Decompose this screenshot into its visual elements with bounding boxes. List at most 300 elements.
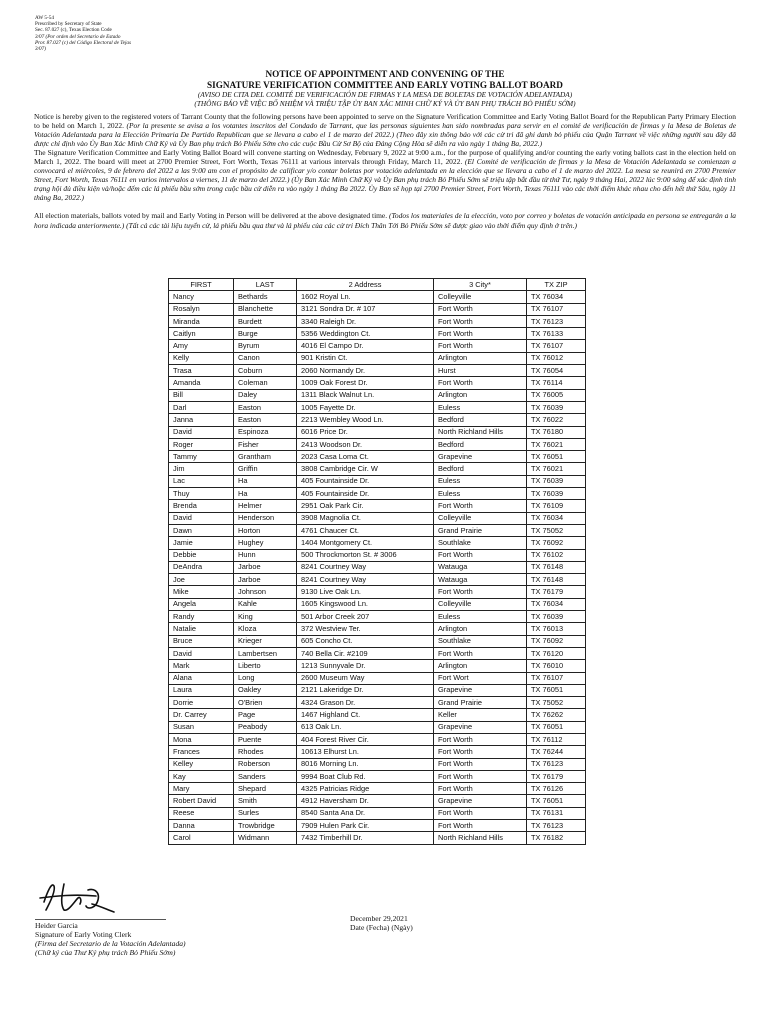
last-name-cell: Ha <box>234 488 297 500</box>
city-cell: Colleyville <box>434 512 527 524</box>
clerk-title: Signature of Early Voting Clerk <box>35 930 132 940</box>
city-cell: Grapevine <box>434 684 527 696</box>
zip-cell: TX 76107 <box>527 303 586 315</box>
title-vietnamese: (THÔNG BÁO VỀ VIỆC BỔ NHIỆM VÀ TRIỆU TẬP ỦY BAN XÁC MINH CHỮ KÝ VÀ ỦY BAN PHỤ TRÁCH BỎ PHIẾU SỚM) <box>194 99 576 109</box>
header-zip: TX ZIP <box>527 279 586 291</box>
city-cell: Fort Wort <box>434 672 527 684</box>
zip-cell: TX 76012 <box>527 352 586 364</box>
address-cell: 4912 Haversham Dr. <box>297 795 434 807</box>
city-cell: Fort Worth <box>434 758 527 770</box>
city-cell: Southlake <box>434 537 527 549</box>
form-code-ref: Sec. 87.027 (c), Texas Election Code <box>35 27 112 34</box>
appointees-table <box>168 278 586 845</box>
table-row <box>169 549 586 561</box>
first-name-cell: Brenda <box>169 500 234 512</box>
table-row <box>169 733 586 745</box>
zip-cell: TX 76114 <box>527 377 586 389</box>
table-row <box>169 611 586 623</box>
table-row <box>169 328 586 340</box>
city-cell: Colleyville <box>434 598 527 610</box>
table-row <box>169 746 586 758</box>
last-name-cell: Kahle <box>234 598 297 610</box>
zip-cell: TX 76148 <box>527 561 586 573</box>
city-cell: Grand Prairie <box>434 697 527 709</box>
last-name-cell: Coburn <box>234 365 297 377</box>
first-name-cell: Caitlyn <box>169 328 234 340</box>
first-name-cell: Laura <box>169 684 234 696</box>
address-cell: 1213 Sunnyvale Dr. <box>297 660 434 672</box>
city-cell: Grapevine <box>434 795 527 807</box>
last-name-cell: Peabody <box>234 721 297 733</box>
table-body <box>169 291 586 844</box>
address-cell: 4325 Patricias Ridge <box>297 783 434 795</box>
address-cell: 9130 Live Oak Ln. <box>297 586 434 598</box>
zip-cell: TX 76039 <box>527 401 586 413</box>
last-name-cell: Surles <box>234 807 297 819</box>
address-cell: 8241 Courtney Way <box>297 561 434 573</box>
zip-cell: TX 76051 <box>527 795 586 807</box>
city-cell: Watauga <box>434 561 527 573</box>
table-row <box>169 524 586 536</box>
last-name-cell: Burdett <box>234 315 297 327</box>
paragraph-appointment-english: Notice is hereby given to the registered voters of Tarrant County that the following persons have been appointed to serve on the Signature Verification Committee and Early Voting Ballot Board for the Republican Party Primary Election to be held on March 1, 2022. <box>34 112 736 131</box>
form-date-es: 3/07) <box>35 46 46 53</box>
address-cell: 5356 Weddington Ct. <box>297 328 434 340</box>
last-name-cell: Smith <box>234 795 297 807</box>
paragraph-convening-english: The Signature Verification Committee and Early Voting Ballot Board will convene starting on Wednesday, February 9, 2022 at 9:00 a.m., for the purpose of qualifying and/or counting the early voting ballots cast in the election held on March 1, 2022. The board will meet at 2700 Premier Street, Fort Worth, Texas 76111 at various intervals through Friday, March 11, 2022. <box>34 148 736 167</box>
zip-cell: TX 76123 <box>527 758 586 770</box>
table-row <box>169 795 586 807</box>
city-cell: Fort Worth <box>434 586 527 598</box>
signature-date: December 29,2021 <box>350 914 408 923</box>
city-cell: Bedford <box>434 463 527 475</box>
notice-body <box>34 112 736 230</box>
last-name-cell: Henderson <box>234 512 297 524</box>
first-name-cell: Frances <box>169 746 234 758</box>
table-row <box>169 684 586 696</box>
header-address: 2 Address <box>297 279 434 291</box>
zip-cell: TX 76092 <box>527 537 586 549</box>
last-name-cell: Lambertsen <box>234 647 297 659</box>
last-name-cell: Widmann <box>234 832 297 844</box>
zip-cell: TX 76010 <box>527 660 586 672</box>
first-name-cell: Randy <box>169 611 234 623</box>
zip-cell: TX 75052 <box>527 524 586 536</box>
signature-line <box>35 919 166 920</box>
zip-cell: TX 76039 <box>527 475 586 487</box>
city-cell: Fort Worth <box>434 315 527 327</box>
table-row <box>169 807 586 819</box>
city-cell: Colleyville <box>434 291 527 303</box>
table-row <box>169 438 586 450</box>
zip-cell: TX 76102 <box>527 549 586 561</box>
header-last: LAST <box>234 279 297 291</box>
first-name-cell: Natalie <box>169 623 234 635</box>
city-cell: Bedford <box>434 414 527 426</box>
city-cell: Arlington <box>434 660 527 672</box>
city-cell: Hurst <box>434 365 527 377</box>
address-cell: 1311 Black Walnut Ln. <box>297 389 434 401</box>
clerk-title-spanish: (Firma del Secretario de la Votación Adelantada) <box>35 939 186 949</box>
address-cell: 740 Bella Cir. #2109 <box>297 647 434 659</box>
table-row <box>169 561 586 573</box>
first-name-cell: Reese <box>169 807 234 819</box>
city-cell: Euless <box>434 488 527 500</box>
header-city: 3 City* <box>434 279 527 291</box>
city-cell: Fort Worth <box>434 340 527 352</box>
first-name-cell: Debbie <box>169 549 234 561</box>
city-cell: Fort Worth <box>434 549 527 561</box>
last-name-cell: Trowbridge <box>234 820 297 832</box>
zip-cell: TX 76131 <box>527 807 586 819</box>
table-row <box>169 377 586 389</box>
table-row <box>169 291 586 303</box>
address-cell: 7909 Hulen Park Cir. <box>297 820 434 832</box>
title-line-2: SIGNATURE VERIFICATION COMMITTEE AND EARLY VOTING BALLOT BOARD <box>207 79 563 90</box>
address-cell: 372 Westview Ter. <box>297 623 434 635</box>
table-row <box>169 721 586 733</box>
notice-title-block <box>0 69 770 109</box>
address-cell: 8241 Courtney Way <box>297 574 434 586</box>
address-cell: 10613 Elhurst Ln. <box>297 746 434 758</box>
first-name-cell: Trasa <box>169 365 234 377</box>
first-name-cell: Dorrie <box>169 697 234 709</box>
first-name-cell: Amy <box>169 340 234 352</box>
address-cell: 3808 Cambridge Cir. W <box>297 463 434 475</box>
city-cell: Fort Worth <box>434 647 527 659</box>
last-name-cell: Kloza <box>234 623 297 635</box>
first-name-cell: Mike <box>169 586 234 598</box>
address-cell: 2951 Oak Park Cir. <box>297 500 434 512</box>
city-cell: Euless <box>434 475 527 487</box>
clerk-name: Heider Garcia <box>35 921 78 930</box>
form-prescriber: Prescribed by Secretary of State <box>35 21 102 28</box>
address-cell: 3908 Magnolia Ct. <box>297 512 434 524</box>
last-name-cell: Oakley <box>234 684 297 696</box>
zip-cell: TX 76092 <box>527 635 586 647</box>
first-name-cell: Kelley <box>169 758 234 770</box>
date-block <box>350 914 413 932</box>
address-cell: 9994 Boat Club Rd. <box>297 770 434 782</box>
table-row <box>169 475 586 487</box>
paragraph-materials-english: All election materials, ballots voted by mail and Early Voting in Person will be delivered at the above designated time. <box>34 211 388 221</box>
first-name-cell: Rosalyn <box>169 303 234 315</box>
zip-cell: TX 76013 <box>527 623 586 635</box>
table-row <box>169 660 586 672</box>
paragraph-appointment-translation: (Por la presente se avisa a los votantes inscritos del Condado de Tarrant, que las personas siguientes han sido nombradas para servir en el comité de verificación de firmas y la Mesa de Boletas de Votación Adelantada para la Elección Primaria De Partido Republican que se llevara a cabo el 1 de marzo del 2022.) (Theo đây xin thông báo với các cử tri đã ghi danh bỏ phiếu của Quận Tarrant về việc những người sau đây đã được chỉ định vào Ủy Ban Xác Minh Chữ Ký và Ủy Ban phụ trách Bỏ Phiếu Sớm cho các cuộc Bầu Cử Sơ Bộ của Đảng Cộng Hòa sẽ diễn ra vào ngày 1 tháng Ba, 2022.) <box>34 121 736 149</box>
city-cell: North Richland Hills <box>434 832 527 844</box>
table-row <box>169 783 586 795</box>
table-row <box>169 586 586 598</box>
zip-cell: TX 76034 <box>527 512 586 524</box>
zip-cell: TX 76182 <box>527 832 586 844</box>
zip-cell: TX 76109 <box>527 500 586 512</box>
address-cell: 2023 Casa Loma Ct. <box>297 451 434 463</box>
table-row <box>169 488 586 500</box>
last-name-cell: Jarboe <box>234 561 297 573</box>
last-name-cell: Jarboe <box>234 574 297 586</box>
last-name-cell: Coleman <box>234 377 297 389</box>
first-name-cell: Kelly <box>169 352 234 364</box>
city-cell: Fort Worth <box>434 807 527 819</box>
first-name-cell: Susan <box>169 721 234 733</box>
last-name-cell: Grantham <box>234 451 297 463</box>
first-name-cell: Bill <box>169 389 234 401</box>
zip-cell: TX 76179 <box>527 586 586 598</box>
zip-cell: TX 76148 <box>527 574 586 586</box>
paragraph-materials <box>34 211 736 229</box>
last-name-cell: Helmer <box>234 500 297 512</box>
last-name-cell: Liberto <box>234 660 297 672</box>
zip-cell: TX 76244 <box>527 746 586 758</box>
table-row <box>169 758 586 770</box>
zip-cell: TX 76039 <box>527 611 586 623</box>
table-row <box>169 512 586 524</box>
city-cell: Euless <box>434 401 527 413</box>
clerk-block <box>35 921 186 957</box>
address-cell: 3340 Raleigh Dr. <box>297 315 434 327</box>
address-cell: 405 Fountainside Dr. <box>297 475 434 487</box>
table-header-row <box>169 279 586 291</box>
zip-cell: TX 76054 <box>527 365 586 377</box>
address-cell: 4016 El Campo Dr. <box>297 340 434 352</box>
last-name-cell: Horton <box>234 524 297 536</box>
table-row <box>169 315 586 327</box>
last-name-cell: Bethards <box>234 291 297 303</box>
table-row <box>169 426 586 438</box>
address-cell: 1404 Montgomery Ct. <box>297 537 434 549</box>
last-name-cell: Burge <box>234 328 297 340</box>
address-cell: 2121 Lakeridge Dr. <box>297 684 434 696</box>
zip-cell: TX 76179 <box>527 770 586 782</box>
table-row <box>169 352 586 364</box>
zip-cell: TX 75052 <box>527 697 586 709</box>
first-name-cell: Dr. Carrey <box>169 709 234 721</box>
first-name-cell: Jamie <box>169 537 234 549</box>
first-name-cell: David <box>169 426 234 438</box>
city-cell: Fort Worth <box>434 770 527 782</box>
last-name-cell: Easton <box>234 401 297 413</box>
table-row <box>169 414 586 426</box>
form-code-ref-es: Pror. 87.027 (c) del Código Electoral de Tejas <box>35 39 132 46</box>
first-name-cell: Kay <box>169 770 234 782</box>
address-cell: 2213 Wembley Wood Ln. <box>297 414 434 426</box>
zip-cell: TX 76107 <box>527 340 586 352</box>
city-cell: Grapevine <box>434 451 527 463</box>
first-name-cell: Nancy <box>169 291 234 303</box>
city-cell: Fort Worth <box>434 746 527 758</box>
address-cell: 2413 Woodson Dr. <box>297 438 434 450</box>
table-row <box>169 389 586 401</box>
address-cell: 1605 Kingswood Ln. <box>297 598 434 610</box>
address-cell: 1467 Highland Ct. <box>297 709 434 721</box>
last-name-cell: Rhodes <box>234 746 297 758</box>
last-name-cell: Daley <box>234 389 297 401</box>
form-prescriber-es: 3/07 (Por orden del Secretario de Estado <box>35 33 121 40</box>
address-cell: 405 Fountainside Dr. <box>297 488 434 500</box>
first-name-cell: Miranda <box>169 315 234 327</box>
city-cell: Watauga <box>434 574 527 586</box>
first-name-cell: Jim <box>169 463 234 475</box>
zip-cell: TX 76123 <box>527 820 586 832</box>
first-name-cell: Lac <box>169 475 234 487</box>
first-name-cell: Alana <box>169 672 234 684</box>
title-line-1: NOTICE OF APPOINTMENT AND CONVENING OF THE <box>265 69 505 79</box>
clerk-title-vietnamese: (Chữ ký của Thư Ký phụ trách Bỏ Phiếu Sớm) <box>35 948 176 958</box>
last-name-cell: Shepard <box>234 783 297 795</box>
last-name-cell: Sanders <box>234 770 297 782</box>
signature-image <box>34 876 124 918</box>
zip-cell: TX 76005 <box>527 389 586 401</box>
first-name-cell: Mary <box>169 783 234 795</box>
zip-cell: TX 76126 <box>527 783 586 795</box>
zip-cell: TX 76039 <box>527 488 586 500</box>
first-name-cell: Roger <box>169 438 234 450</box>
table-row <box>169 463 586 475</box>
first-name-cell: Robert David <box>169 795 234 807</box>
first-name-cell: David <box>169 512 234 524</box>
paragraph-convening <box>34 148 736 202</box>
zip-cell: TX 76034 <box>527 291 586 303</box>
first-name-cell: Joe <box>169 574 234 586</box>
city-cell: North Richland Hills <box>434 426 527 438</box>
title-spanish: (AVISO DE CITA DEL COMITÉ DE VERIFICACIÓN DE FIRMAS Y LA MESA DE BOLETAS DE VOTACIÓN ADELANTADA) <box>197 90 573 100</box>
table-row <box>169 537 586 549</box>
last-name-cell: Puente <box>234 733 297 745</box>
address-cell: 613 Oak Ln. <box>297 721 434 733</box>
zip-cell: TX 76133 <box>527 328 586 340</box>
first-name-cell: Mona <box>169 733 234 745</box>
city-cell: Arlington <box>434 389 527 401</box>
first-name-cell: Angela <box>169 598 234 610</box>
city-cell: Southlake <box>434 635 527 647</box>
last-name-cell: Easton <box>234 414 297 426</box>
table-row <box>169 500 586 512</box>
last-name-cell: King <box>234 611 297 623</box>
last-name-cell: Ha <box>234 475 297 487</box>
table-row <box>169 647 586 659</box>
table-row <box>169 303 586 315</box>
city-cell: Fort Worth <box>434 303 527 315</box>
last-name-cell: Espinoza <box>234 426 297 438</box>
first-name-cell: Amanda <box>169 377 234 389</box>
first-name-cell: Mark <box>169 660 234 672</box>
form-identifier <box>35 15 131 52</box>
address-cell: 605 Concho Ct. <box>297 635 434 647</box>
address-cell: 3121 Sondra Dr. # 107 <box>297 303 434 315</box>
address-cell: 1602 Royal Ln. <box>297 291 434 303</box>
first-name-cell: David <box>169 647 234 659</box>
first-name-cell: Darl <box>169 401 234 413</box>
last-name-cell: Griffin <box>234 463 297 475</box>
date-label: Date (Fecha) (Ngày) <box>350 923 413 933</box>
last-name-cell: Hunn <box>234 549 297 561</box>
first-name-cell: Bruce <box>169 635 234 647</box>
address-cell: 501 Arbor Creek 207 <box>297 611 434 623</box>
header-first: FIRST <box>169 279 234 291</box>
zip-cell: TX 76180 <box>527 426 586 438</box>
form-number: AW 5-54 <box>35 15 54 21</box>
address-cell: 500 Throckmorton St. # 3006 <box>297 549 434 561</box>
zip-cell: TX 76021 <box>527 463 586 475</box>
zip-cell: TX 76022 <box>527 414 586 426</box>
first-name-cell: Thuy <box>169 488 234 500</box>
last-name-cell: Fisher <box>234 438 297 450</box>
zip-cell: TX 76034 <box>527 598 586 610</box>
first-name-cell: Carol <box>169 832 234 844</box>
address-cell: 1009 Oak Forest Dr. <box>297 377 434 389</box>
last-name-cell: Johnson <box>234 586 297 598</box>
address-cell: 7432 Timberhill Dr. <box>297 832 434 844</box>
table-row <box>169 832 586 844</box>
table-row <box>169 598 586 610</box>
zip-cell: TX 76021 <box>527 438 586 450</box>
city-cell: Fort Worth <box>434 328 527 340</box>
city-cell: Grapevine <box>434 721 527 733</box>
address-cell: 2060 Normandy Dr. <box>297 365 434 377</box>
city-cell: Fort Worth <box>434 500 527 512</box>
last-name-cell: Long <box>234 672 297 684</box>
first-name-cell: Dawn <box>169 524 234 536</box>
paragraph-appointment <box>34 112 736 148</box>
city-cell: Fort Worth <box>434 377 527 389</box>
table-row <box>169 574 586 586</box>
city-cell: Arlington <box>434 352 527 364</box>
last-name-cell: O'Brien <box>234 697 297 709</box>
last-name-cell: Blanchette <box>234 303 297 315</box>
last-name-cell: Krieger <box>234 635 297 647</box>
last-name-cell: Hughey <box>234 537 297 549</box>
table-row <box>169 635 586 647</box>
last-name-cell: Canon <box>234 352 297 364</box>
address-cell: 6016 Price Dr. <box>297 426 434 438</box>
last-name-cell: Page <box>234 709 297 721</box>
table-row <box>169 820 586 832</box>
last-name-cell: Roberson <box>234 758 297 770</box>
zip-cell: TX 76051 <box>527 684 586 696</box>
address-cell: 8016 Morning Ln. <box>297 758 434 770</box>
city-cell: Arlington <box>434 623 527 635</box>
address-cell: 901 Kristin Ct. <box>297 352 434 364</box>
zip-cell: TX 76112 <box>527 733 586 745</box>
city-cell: Fort Worth <box>434 733 527 745</box>
table-row <box>169 697 586 709</box>
address-cell: 2600 Museum Way <box>297 672 434 684</box>
last-name-cell: Byrum <box>234 340 297 352</box>
city-cell: Bedford <box>434 438 527 450</box>
first-name-cell: Janna <box>169 414 234 426</box>
table-row <box>169 401 586 413</box>
address-cell: 1005 Fayette Dr. <box>297 401 434 413</box>
city-cell: Keller <box>434 709 527 721</box>
city-cell: Fort Worth <box>434 783 527 795</box>
city-cell: Fort Worth <box>434 820 527 832</box>
address-cell: 4761 Chaucer Ct. <box>297 524 434 536</box>
city-cell: Euless <box>434 611 527 623</box>
first-name-cell: DeAndra <box>169 561 234 573</box>
table-row <box>169 672 586 684</box>
paragraph-materials-translation: (Todos los materiales de la elección, voto por correo y boletas de votación anticipada en persona se entregarán a la hora indicada anteriormente.) (Tất cả các tài liệu tuyển cử, lá phiếu bầu qua thư và lá phiếu của các cử tri Đích Thân Tới Bỏ Phiếu Sớm sẽ được giao vào thời điểm quy định ở trên.) <box>34 211 736 230</box>
table-row <box>169 365 586 377</box>
paragraph-convening-translation: (El Comité de verificación de firmas y la Mesa de Votación Adelantada se comienzan a convocará el miércoles, 9 de febrero del 2022 a las 9:00 am con el propósito de calificar y/o contar boletas por votación adelantada en la elección que se llevara a cabo el 1 de marzo del 2022. La mesa se reunirá en 2700 Premier Street, Fort Worth, Texas 76111 en varios intervalos a viernes, 11 de marzo del 2022.) (Ủy Ban Xác Minh Chữ Ký và Ủy Ban phụ trách Bỏ Phiếu Sớm sẽ triệu tập bắt đầu từ thứ Tư, ngày 9 tháng Hai, 2022 lúc 9:00 sáng để xác định tình trạng hội đủ điều kiện và/hoặc đếm các lá phiếu bầu sớm trong cuộc bầu cử diễn ra vào ngày 1 tháng Ba 2022. Ủy Ban sẽ họp tại 2700 Premier Street, Fort Worth, Texas 76111 vào các thời điểm khác nhau cho đến hết thứ Sáu, ngày 11 tháng Ba, 2022.) <box>34 157 737 203</box>
zip-cell: TX 76120 <box>527 647 586 659</box>
zip-cell: TX 76262 <box>527 709 586 721</box>
table-row <box>169 340 586 352</box>
zip-cell: TX 76051 <box>527 721 586 733</box>
table-row <box>169 770 586 782</box>
address-cell: 8540 Santa Ana Dr. <box>297 807 434 819</box>
table-row <box>169 451 586 463</box>
